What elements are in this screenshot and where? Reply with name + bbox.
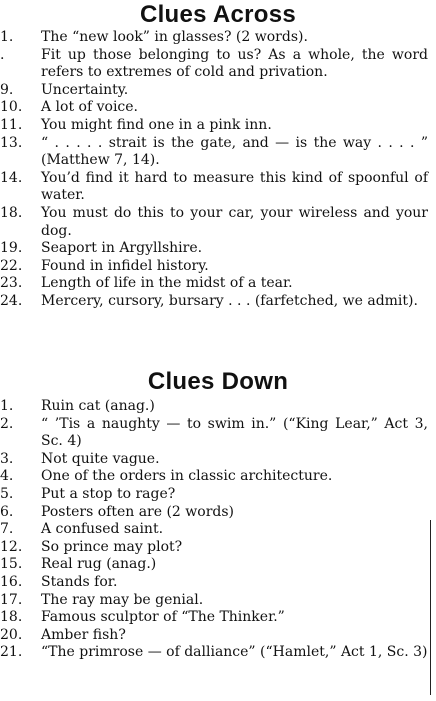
clue-text: Length of life in the midst of a tear.: [41, 275, 293, 292]
clue-item: [0, 205, 432, 240]
clue-text: Real rug (anag.): [41, 556, 157, 573]
clue-number: 11.: [0, 116, 23, 133]
clues-across-heading: Clues Across: [139, 1, 297, 28]
clue-number: 16.: [0, 573, 23, 590]
clue-number: 18.: [0, 609, 23, 626]
clue-item: [0, 258, 432, 276]
clue-text: Found in infidel history.: [41, 257, 209, 274]
clue-number: 6.: [0, 503, 14, 520]
clue-item: [0, 539, 432, 557]
clue-number: 10.: [0, 99, 23, 116]
column-divider-rule: [430, 520, 431, 695]
clue-item: [0, 556, 432, 574]
clue-number: 5.: [0, 485, 14, 502]
clue-number: 2.: [0, 415, 14, 432]
clue-number: 14.: [0, 169, 23, 186]
clue-number: 13.: [0, 134, 23, 151]
clue-text: You’d find it hard to measure this kind of spoonful of water.: [41, 169, 428, 204]
clue-number: 12.: [0, 538, 23, 555]
clue-number: 20.: [0, 626, 23, 643]
clue-number: 1.: [0, 29, 14, 45]
clue-text: Not quite vague.: [41, 450, 160, 467]
clue-text: “The primrose — of dalliance” (“Hamlet,” Act 1, Sc. 3): [41, 644, 428, 661]
clue-number: 24.: [0, 292, 23, 309]
clue-item: [0, 82, 432, 100]
clue-number: 15.: [0, 556, 23, 573]
clue-text: A confused saint.: [41, 521, 164, 538]
clue-number: 19.: [0, 240, 23, 257]
clue-item: [0, 99, 432, 117]
clue-item: [0, 293, 432, 311]
clue-item: [0, 275, 432, 293]
clue-number: 7.: [0, 521, 14, 538]
clue-text: The “new look” in glasses? (2 words).: [41, 29, 308, 45]
clue-number: 17.: [0, 591, 23, 608]
clue-text: Posters often are (2 words): [41, 503, 234, 520]
clue-item: [0, 170, 432, 205]
clue-item: [0, 486, 432, 504]
clue-text: Stands for.: [41, 573, 118, 590]
clue-number: .: [0, 46, 5, 63]
clue-number: 4.: [0, 468, 14, 485]
clue-text: Put a stop to rage?: [41, 485, 176, 502]
clue-text: You must do this to your car, your wireless and your dog.: [41, 204, 428, 239]
clue-number: 22.: [0, 257, 23, 274]
clues-across-list: [0, 29, 432, 311]
clue-number: 18.: [0, 204, 23, 221]
clue-item: [0, 29, 432, 47]
clue-text: Seaport in Argyllshire.: [41, 240, 203, 257]
clue-number: 3.: [0, 450, 14, 467]
clue-text: One of the orders in classic architecture.: [41, 468, 333, 485]
clue-item: [0, 609, 432, 627]
clue-text: Amber fish?: [41, 626, 126, 643]
clue-item: [0, 451, 432, 469]
clue-item: [0, 117, 432, 135]
clue-item: [0, 521, 432, 539]
clue-text: “ ’Tis a naughty — to swim in.” (“King Lear,” Act 3, Sc. 4): [41, 415, 428, 450]
clue-item: [0, 504, 432, 522]
clue-item: [0, 627, 432, 645]
clue-text: Uncertainty.: [41, 81, 129, 98]
clue-number: 9.: [0, 81, 14, 98]
clue-item: [0, 592, 432, 610]
clues-down-heading: Clues Down: [147, 368, 289, 395]
clue-item: [0, 416, 432, 451]
clue-text: “ . . . . . strait is the gate, and — is the way . . . . ” (Matthew 7, 14).: [41, 134, 428, 169]
clue-text: Fit up those belonging to us? As a whole, the word refers to extremes of cold and privation.: [41, 46, 428, 81]
clue-number: 21.: [0, 644, 23, 661]
clue-number: 1.: [0, 398, 14, 414]
clue-item: [0, 240, 432, 258]
clue-text: You might find one in a pink inn.: [41, 116, 272, 133]
clue-number: 23.: [0, 275, 23, 292]
clue-item: [0, 644, 432, 662]
clue-text: The ray may be genial.: [41, 591, 204, 608]
clue-text: Ruin cat (anag.): [41, 398, 155, 414]
clues-down-list: [0, 398, 432, 662]
clue-item: [0, 135, 432, 170]
clue-text: Famous sculptor of “The Thinker.”: [41, 609, 285, 626]
clue-item: [0, 398, 432, 416]
clue-text: So prince may plot?: [41, 538, 183, 555]
clue-item: [0, 468, 432, 486]
clue-item: [0, 47, 432, 82]
clue-text: A lot of voice.: [41, 99, 138, 116]
clue-text: Mercery, cursory, bursary . . . (farfetched, we admit).: [41, 292, 418, 309]
clue-item: [0, 574, 432, 592]
